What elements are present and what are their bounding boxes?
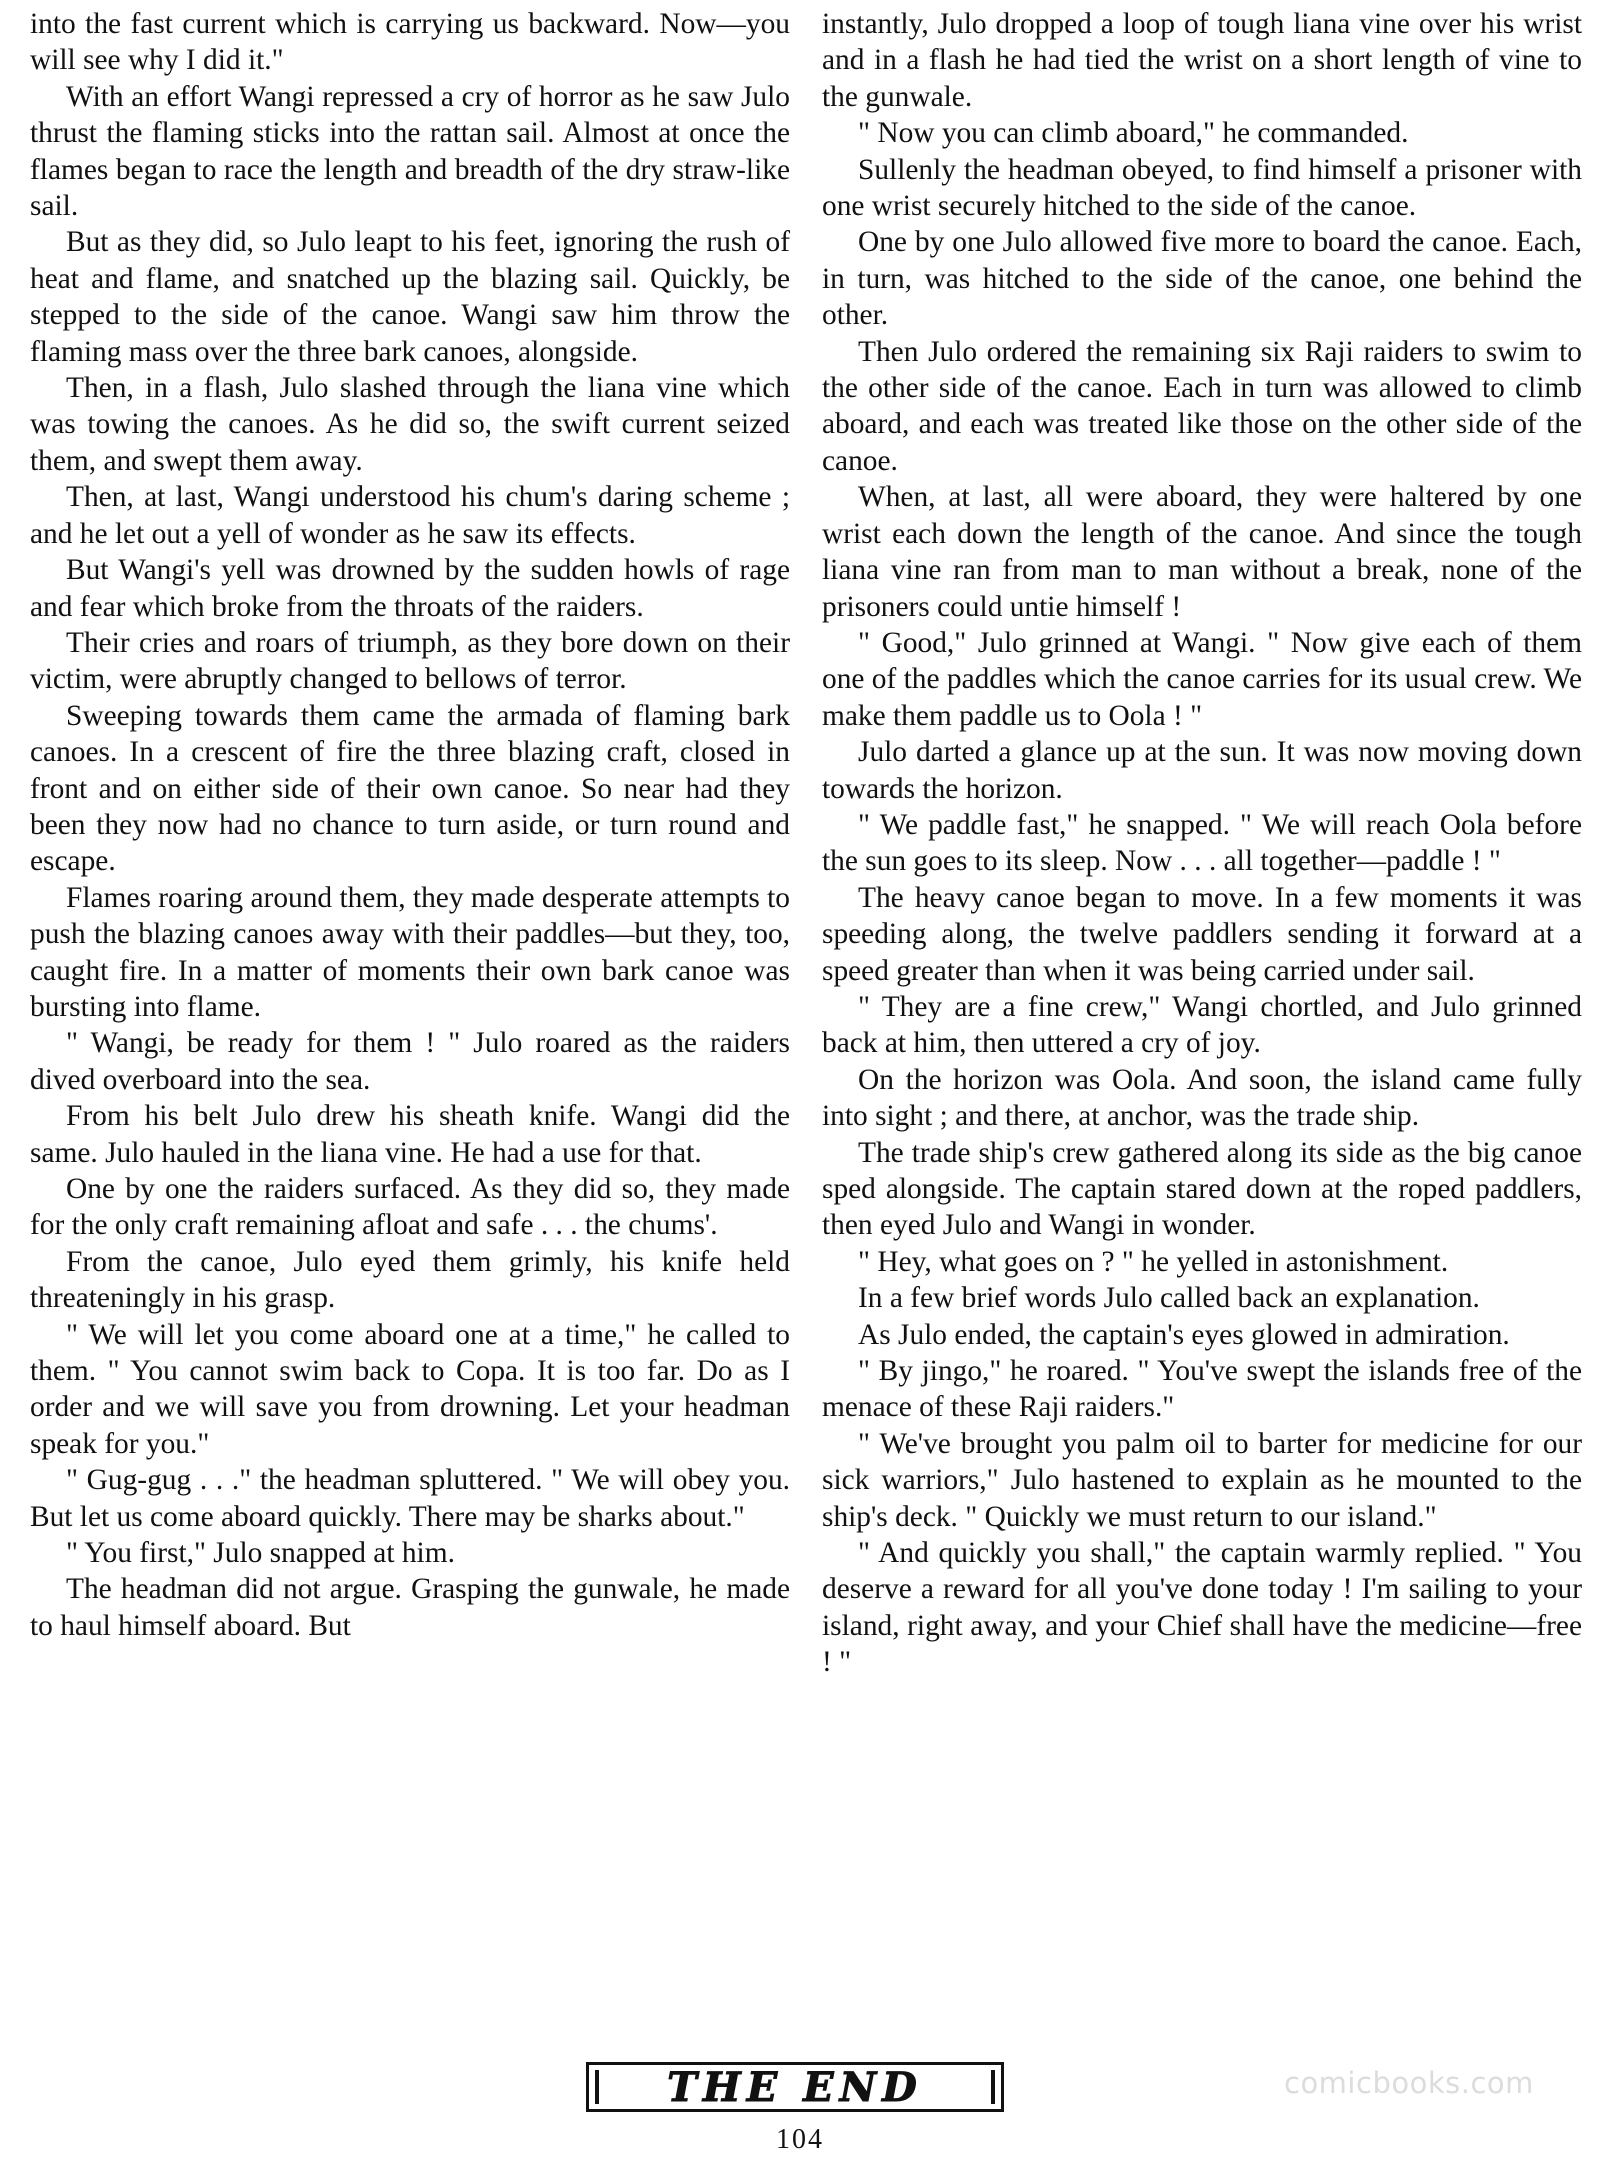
paragraph: Julo darted a glance up at the sun. It was now moving down towards the horizon. <box>822 736 1582 805</box>
paragraph: " They are a fine crew," Wangi chortled, and Julo grinned back at him, then uttered a cry of joy. <box>822 990 1582 1060</box>
paragraph: The heavy canoe began to move. In a few moments it was speeding along, the twelve paddlers sending it forward at a speed greater than when it was being carried under sail. <box>822 881 1582 987</box>
paragraph: One by one the raiders surfaced. As they did so, they made for the only craft remaining afloat and safe . . . the chums'. <box>30 1173 790 1242</box>
paragraph: " By jingo," he roared. " You've swept the islands free of the menace of these Raji raiders." <box>822 1355 1582 1424</box>
paragraph: into the fast current which is carrying us backward. Now—you will see why I did it." <box>30 8 790 77</box>
paragraph: " We paddle fast," he snapped. " We will reach Oola before the sun goes to its sleep. Now . . . all together—paddle ! " <box>822 808 1582 878</box>
paragraph: But Wangi's yell was drowned by the sudden howls of rage and fear which broke from the throats of the raiders. <box>30 554 790 623</box>
paragraph: " Gug-gug . . ." the headman spluttered. " We will obey you. But let us come aboard quickly. There may be sharks about." <box>30 1464 790 1533</box>
paragraph: From the canoe, Julo eyed them grimly, his knife held threateningly in his grasp. <box>30 1245 790 1315</box>
paragraph: " We will let you come aboard one at a time," he called to them. " You cannot swim back to Copa. It is too far. Do as I order and we will save you from drowning. Let your headman speak for you." <box>30 1318 790 1460</box>
paragraph: " Hey, what goes on ? " he yelled in astonishment. <box>858 1245 1449 1278</box>
paragraph: instantly, Julo dropped a loop of tough liana vine over his wrist and in a flash he had tied the wrist on a short length of vine to the gunwale. <box>822 8 1582 113</box>
paragraph: In a few brief words Julo called back an explanation. <box>858 1282 1480 1315</box>
paragraph: " We've brought you palm oil to barter for medicine for our sick warriors," Julo hastened to explain as he mounted to the ship's deck. " Quickly we must return to our island." <box>822 1427 1582 1533</box>
right-column <box>822 6 1582 1681</box>
paragraph: The trade ship's crew gathered along its side as the big canoe sped alongside. The captain stared down at the roped paddlers, then eyed Julo and Wangi in wonder. <box>822 1136 1582 1242</box>
paragraph: As Julo ended, the captain's eyes glowed in admiration. <box>858 1318 1510 1351</box>
page-number: 104 <box>776 2124 824 2155</box>
paragraph: Then, at last, Wangi understood his chum's daring scheme ; and he let out a yell of wonder as he saw its effects. <box>30 481 790 550</box>
paragraph: " Now you can climb aboard," he commanded. <box>858 117 1409 150</box>
paragraph: Their cries and roars of triumph, as they bore down on their victim, were abruptly changed to bellows of terror. <box>30 626 790 696</box>
paragraph: One by one Julo allowed five more to board the canoe. Each, in turn, was hitched to the side of the canoe, one behind the other. <box>822 226 1582 332</box>
paragraph: Flames roaring around them, they made desperate attempts to push the blazing canoes away with their paddles—but they, too, caught fire. In a matter of moments their own bark canoe was bursting into flame. <box>30 881 790 1023</box>
paragraph: But as they did, so Julo leapt to his feet, ignoring the rush of heat and flame, and snatched up the blazing sail. Quickly, be stepped to the side of the canoe. Wangi saw him throw the flaming mass over the three bark canoes, alongside. <box>30 226 790 368</box>
watermark: comicbooks.com <box>1284 2066 1534 2100</box>
paragraph: " Good," Julo grinned at Wangi. " Now give each of them one of the paddles which the canoe carries for its usual crew. We make them paddle us to Oola ! " <box>822 626 1582 732</box>
paragraph: With an effort Wangi repressed a cry of horror as he saw Julo thrust the flaming sticks into the rattan sail. Almost at once the flames began to race the length and breadth of the dry straw-like sail. <box>30 80 790 223</box>
paragraph: On the horizon was Oola. And soon, the island came fully into sight ; and there, at anchor, was the trade ship. <box>822 1063 1582 1133</box>
paragraph: " Wangi, be ready for them ! " Julo roared as the raiders dived overboard into the sea. <box>30 1027 790 1096</box>
paragraph: From his belt Julo drew his sheath knife. Wangi did the same. Julo hauled in the liana vine. He had a use for that. <box>30 1100 790 1169</box>
paragraph: " And quickly you shall," the captain warmly replied. " You deserve a reward for all you've done today ! I'm sailing to your island, right away, and your Chief shall have the medicine—free ! " <box>822 1537 1582 1679</box>
the-end-banner <box>586 2062 1004 2112</box>
paragraph: Then, in a flash, Julo slashed through the liana vine which was towing the canoes. As he did so, the swift current seized them, and swept them away. <box>30 372 790 477</box>
the-end-text: THE END <box>667 2063 923 2111</box>
left-column <box>30 6 790 1644</box>
paragraph: Sweeping towards them came the armada of flaming bark canoes. In a crescent of fire the three blazing craft, closed in front and on either side of their own canoe. So near had they been they now had no chance to turn aside, or turn round and escape. <box>30 699 790 878</box>
paragraph: Then Julo ordered the remaining six Raji raiders to swim to the other side of the canoe. Each in turn was allowed to climb aboard, and each was treated like those on the other side of the canoe. <box>822 335 1582 477</box>
paragraph: Sullenly the headman obeyed, to find himself a prisoner with one wrist securely hitched to the side of the canoe. <box>822 153 1582 223</box>
paragraph: When, at last, all were aboard, they were haltered by one wrist each down the length of the canoe. And since the tough liana vine ran from man to man without a break, none of the prisoners could untie himself ! <box>822 481 1582 623</box>
paragraph: The headman did not argue. Grasping the gunwale, he made to haul himself aboard. But <box>30 1573 790 1642</box>
paragraph: " You first," Julo snapped at him. <box>66 1537 455 1570</box>
